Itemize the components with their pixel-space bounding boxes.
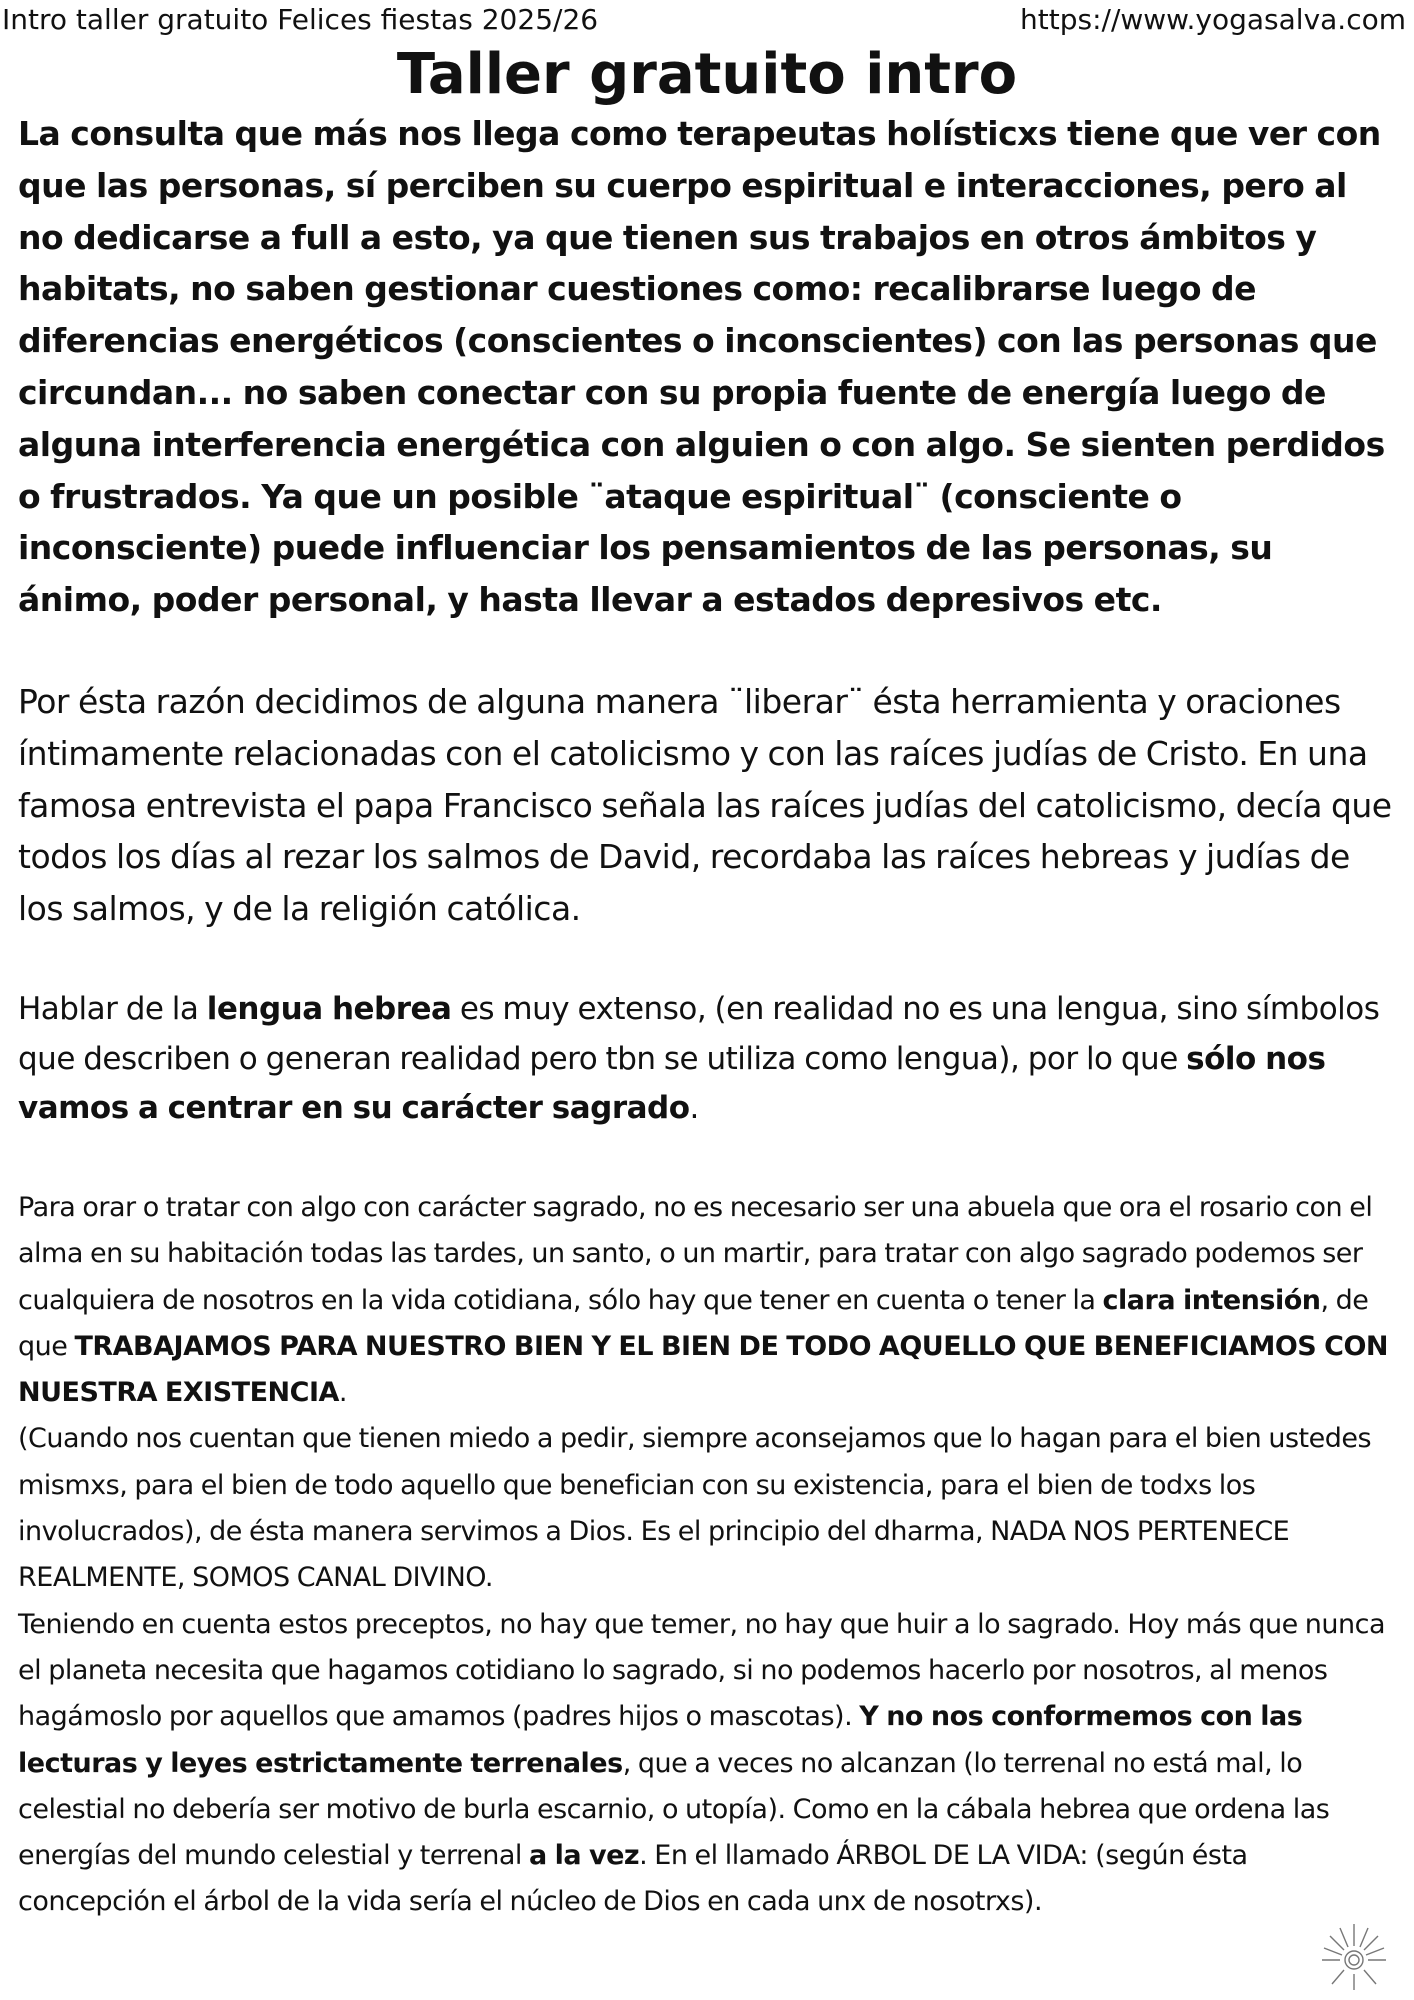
text-segment: Para orar o tratar con algo con carácter sagrado, no es necesario ser una abuela que ora el rosario con el alma en su habitación todas las tardes, un santo, o un martir, para tratar con algo sagrado podemos ser cualquiera de nosotros en la vida cotidiana, sólo hay que tener en cuenta o tener la <box>18 1192 1373 1316</box>
text-segment: . <box>338 1377 347 1409</box>
page-header <box>0 0 1414 40</box>
text-segment: , de que <box>18 1284 1369 1362</box>
text-segment: . En el llamado ÁRBOL DE LA VIDA: (según ésta concepción el árbol de la vida sería el núcleo de Dios en cada unx de nosotrxs). <box>18 1840 1248 1918</box>
page-title: Taller gratuito intro <box>396 42 1018 107</box>
text-segment: , que a veces no alcanzan (lo terrenal no está mal, lo celestial no debería ser motivo de burla escarnio, o utopía). Como en la cábala hebrea que ordena las energías del mundo celestial y terrenal <box>18 1747 1330 1872</box>
header-url-link[interactable]: https://www.yogasalva.com <box>1020 3 1406 36</box>
bold-segment: Y no nos conformemos con las lecturas y leyes estrictamente terrenales <box>18 1701 1303 1779</box>
bold-segment: lengua hebrea <box>206 991 452 1027</box>
sacred-paragraph <box>18 1185 1398 1926</box>
text-segment: Hablar de la <box>18 991 207 1027</box>
bold-segment: TRABAJAMOS PARA NUESTRO BIEN Y EL BIEN DE TODO AQUELLO QUE BENEFICIAMOS CON NUESTRA EXISTENCIA <box>18 1330 1389 1409</box>
text-segment: Teniendo en cuenta estos preceptos, no hay que temer, no hay que huir a lo sagrado. Hoy más que nunca el planeta necesita que hagamos cotidiano lo sagrado, si no podemos hacerlo por nosotros, al menos hagámoslo por aquellos que amamos (padres hijos o mascotas). <box>18 1608 1385 1733</box>
header-left-text: Intro taller gratuito Felices fiestas 2025/26 <box>2 3 599 36</box>
bold-segment: sólo nos vamos a centrar en su carácter sagrado <box>18 1040 1326 1126</box>
text-segment: . <box>689 1090 699 1126</box>
text-segment: (Cuando nos cuentan que tienen miedo a pedir, siempre aconsejamos que lo hagan para el bien ustedes mismxs, para el bien de todo aquello que benefician con su existencia, para el bien de todxs los involucrados), de ésta manera servimos a Dios. Es el principio del dharma, NADA NOS PERTENECE REALMENTE, SOMOS CANAL DIVINO. <box>18 1423 1372 1594</box>
text-segment: es muy extenso, (en realidad no es una lengua, sino símbolos que describen o generan realidad pero tbn se utiliza como lengua), por lo que <box>18 991 1380 1077</box>
bold-segment: clara intensión <box>1102 1284 1321 1316</box>
reason-paragraph: Por ésta razón decidimos de alguna manera ¨liberar¨ ésta herramienta y oraciones íntimamente relacionadas con el catolicismo y con las raíces judías de Cristo. En una famosa entrevista el papa Francisco señala las raíces judías del catolicismo, decía que todos los días al rezar los salmos de David, recordaba las raíces hebreas y judías de los salmos, y de la religión católica. <box>18 682 1392 929</box>
bold-segment: a la vez <box>529 1840 640 1872</box>
intro-bold-paragraph: La consulta que más nos llega como terapeutas holísticxs tiene que ver con que las personas, sí perciben su cuerpo espiritual e interacciones, pero al no dedicarse a full a esto, ya que tienen sus trabajos en otros ámbitos y habitats, no saben gestionar cuestiones como: recalibrarse luego de diferencias energéticos (conscientes o inconscientes) con las personas que circundan... no saben conectar con su propia fuente de energía luego de alguna interferencia energética con alguien o con algo. Se sienten perdidos o frustrados. Ya que un posible ¨ataque espiritual¨ (consciente o inconsciente) puede influenciar los pensamientos de las personas, su ánimo, poder personal, y hasta llevar a estados depresivos etc. <box>18 114 1385 620</box>
sun-icon <box>1318 1920 1390 1992</box>
hebrew-language-paragraph <box>18 985 1398 1134</box>
